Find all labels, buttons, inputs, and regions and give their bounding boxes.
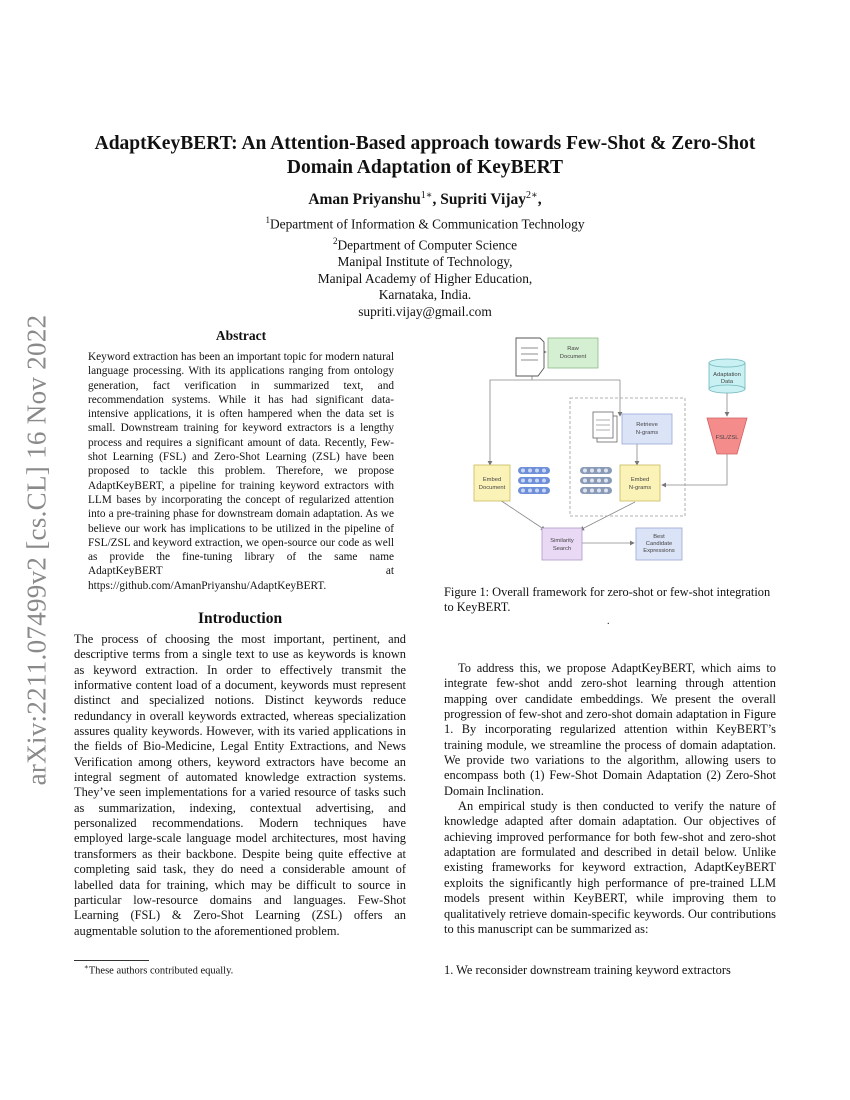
- footnote: [84, 963, 404, 977]
- affil-1-mark: 1: [265, 215, 270, 225]
- paper-title: [60, 132, 790, 180]
- affiliation-5: Karnataka, India.: [378, 287, 472, 303]
- author-list: Aman Priyanshu$^{1∗}$, Supriti Vijay$^{2∗}$,: [308, 190, 542, 209]
- similarity-search-box: [542, 528, 582, 560]
- embed-ngrams-label-2: N-grams: [628, 485, 652, 491]
- footnote-mark: ∗: [84, 963, 89, 971]
- paragraph-2: An empirical study is then conducted to verify the nature of knowledge adapted after domain adaptation. Our objectives of achieving improved performance for both few-shot and zero-shot adaptation are formulated and described in detail below. Unlike existing frameworks for keyword extraction, AdaptKeyBERT exploits the significantly high performance of pre-trained LLM models present within KeyBERT, while improving them to qualitatively retrieve domain-specific keywords. Our contributions to this manuscript can be summarized as:: [444, 799, 776, 936]
- document-icon: [516, 338, 544, 376]
- affiliation-3: Manipal Institute of Technology,: [337, 254, 513, 270]
- fsl-zsl-label: FSL/ZSL: [715, 435, 739, 441]
- affiliation-4: Manipal Academy of Higher Education,: [317, 270, 533, 286]
- introduction-body: The process of choosing the most important, pertinent, and descriptive terms from a single text to use as keywords is known as keyword extraction. In order to effectively transmit the informative content load of a document, keywords must represent distinct and specialized notions. Distinct keywords reduce redundancy in overall keywords extracted, whereas specialization assures quality keywords. However, with its varied applications in the fields of Bio-Medicine, Legal Entity Extractions, and News Verification among others, keyword extractors have become an integral segment of automated knowledge extraction systems. They’ve seen implementations for a varied resource of tasks such as summarization, indexing, contextual advertising, and personalized recommendations. Modern techniques have employed large-scale language model architectures, most having transformers as their backbone. Despite being quite effective at completing said task, they do need a considerable amount of labelled data for training, which may be difficult to source in particular low-resource domains and languages. Few-Shot Learning (FSL) & Zero-Shot Learning (ZSL) offers an augmentable solution to the aforementioned problem.: [74, 632, 406, 938]
- affil-2-mark: 2: [332, 236, 338, 247]
- abstract-body: Keyword extraction has been an important topic for modern natural language processing. With its applications ranging from ontology generation, fact verification in summarized text, and recommendation systems. While it has had significant data-intensive applications, it is often hampered when the data set is small. Downstream training for keyword extractors is a lengthy process and requires a significant amount of data. Recently, Few-shot Learning (FSL) and Zero-Shot Learning (ZSL) have been proposed to tackle this problem. Therefore, we propose AdaptKeyBERT, a pipeline for training keyword extractors with LLM bases by incorporating the concept of regularized attention into a pre-training phase for downstream domain adaptation. As we believe our work has implications to be utilized in the pipeline of FSL/ZSL and keyword extraction, we open-source our code as well as provide the fine-tuning library of the same name AdaptKeyBERT at https://github.com/AmanPriyanshu/AdaptKeyBERT.: [88, 351, 394, 592]
- arxiv-identifier: arXiv:2211.07499v2 [cs.CL] 16 Nov 2022: [21, 314, 51, 786]
- contribution-item-1: 1. We reconsider downstream training keyword extractors: [444, 963, 731, 977]
- author-1-mark: 1∗: [420, 190, 433, 201]
- author-2: Supriti Vijay: [440, 191, 526, 209]
- retrieve-ngrams-label-1: Retrieve: [636, 422, 658, 428]
- title-line-2: Domain Adaptation of KeyBERT: [286, 157, 564, 178]
- similarity-search-label-1: Similarity: [550, 538, 574, 544]
- best-candidate-label-1: Best: [653, 534, 665, 540]
- embed-document-box: [474, 465, 510, 501]
- paragraph-1: To address this, we propose AdaptKeyBERT, which aims to integrate few-shot andd zero-shot learning through attention mapping over candidate embeddings. We present the overall progression of few-shot and zero-shot domain adaptation in Figure 1. By incorporating regularized attention within KeyBERT’s training module, we streamline the process of domain adaptation. We provide two variations to the algorithm, allowing users to encompass both (1) Few-Shot Domain Adaptation (2) Zero-Shot Domain Inclination.: [444, 661, 776, 798]
- retrieve-ngrams-label-2: N-grams: [635, 430, 659, 436]
- similarity-search-label-2: Search: [552, 546, 572, 552]
- framework-figure: [470, 330, 760, 575]
- best-candidate-label-3: Expressions: [643, 548, 675, 554]
- adaptation-data-label-2: Data: [720, 379, 734, 385]
- pages-icon: [593, 412, 617, 442]
- arxiv-sidebar: [14, 290, 59, 810]
- affiliations: [60, 212, 790, 321]
- footnote-rule: [74, 960, 149, 961]
- retrieve-ngrams-box: [622, 414, 672, 444]
- best-candidate-label-2: Candidate: [645, 541, 673, 547]
- embed-ngrams-label-1: Embed: [630, 477, 650, 483]
- raw-document-label-2: Document: [559, 354, 587, 360]
- introduction-heading: Introduction: [197, 610, 283, 627]
- affiliation-1: Department of Information & Communication Technology: [269, 216, 585, 232]
- affiliation-2: Department of Computer Science: [337, 237, 518, 253]
- author-2-mark: 2∗: [525, 190, 538, 201]
- raw-document-box: [548, 338, 598, 368]
- title-line-1: AdaptKeyBERT: An Attention-Based approach towards Few-Shot & Zero-Shot: [94, 133, 756, 154]
- right-column-text: [444, 661, 776, 937]
- embed-document-label-1: Embed: [482, 477, 502, 483]
- adaptation-data-label-1: Adaptation: [713, 372, 741, 378]
- embed-document-label-2: Document: [478, 485, 506, 491]
- stray-dot: .: [607, 616, 610, 627]
- raw-document-label-1: Raw: [567, 346, 579, 352]
- figure-caption: Figure 1: Overall framework for zero-shot or few-shot integration to KeyBERT.: [444, 585, 771, 615]
- footnote-text: These authors contributed equally.: [88, 965, 234, 977]
- embed-ngrams-box: [620, 465, 660, 501]
- contact-email: supriti.vijay@gmail.com: [358, 303, 492, 319]
- author-1: Aman Priyanshu: [308, 191, 421, 209]
- abstract-heading: Abstract: [215, 328, 267, 343]
